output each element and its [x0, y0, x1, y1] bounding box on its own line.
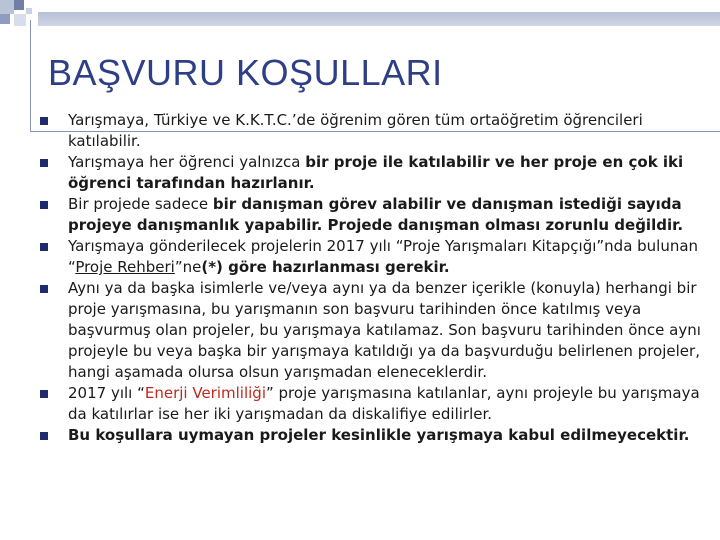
bullet-item — [40, 425, 712, 446]
bullet-text: Yarışmaya, Türkiye ve K.K.T.C.’de öğrenim gören tüm ortaöğretim öğrencileri katılabilir. — [68, 111, 643, 150]
bullet-square-icon — [40, 432, 48, 440]
decor-square — [0, 0, 14, 14]
bullet-text: ” proje yarışmasına katılanlar, aynı projeyle bu yarışmaya da katılırlar ise her iki yarışmadan da diskalifiye edilirler. — [68, 384, 700, 423]
bullet-item — [40, 152, 712, 194]
bullet-text: Aynı ya da başka isimlerle ve/veya aynı ya da benzer içerikle (konuyla) herhangi bir proje yarışmasına, bu yarışmanın son başvuru tarihinden önce katılmış veya başvurmuş olan projeler, bu yarışmaya katılamaz. Son başvuru tarihinden önce aynı projeyle bu veya başka bir yarışmaya katıldığı ya da başvurduğu belirlenen projeler, hangi aşamada olursa olsun yarışmadan eleneceklerdir. — [68, 279, 701, 381]
bullet-list — [40, 110, 712, 446]
bullet-item — [40, 383, 712, 425]
header-bar — [38, 12, 720, 26]
bullet-square-icon — [40, 285, 48, 293]
bullet-square-icon — [40, 117, 48, 125]
decor-square — [0, 14, 10, 24]
decor-square — [14, 14, 26, 26]
bullet-text-bold: (*) göre hazırlanması gerekir. — [201, 258, 450, 276]
bullet-square-icon — [40, 159, 48, 167]
slide-title: BAŞVURU KOŞULLARI — [48, 52, 443, 93]
bullet-text-bold: bir danışman görev alabilir ve danışman istediği sayıda projeye danışmanlık yapabilir. Projede danışman olması zorunlu değildir. — [68, 195, 684, 234]
bullet-text-highlight: Enerji Verimliliği — [144, 384, 266, 402]
corner-decoration — [0, 0, 40, 40]
bullet-square-icon — [40, 243, 48, 251]
bullet-text-bold: Bu koşullara uymayan projeler kesinlikle yarışmaya kabul edilmeyecektir. — [68, 426, 690, 444]
bullet-text: Bir projede sadece — [68, 195, 213, 213]
bullet-text-bold: bir proje ile katılabilir ve her proje en çok iki öğrenci tarafından hazırlanır. — [68, 153, 684, 192]
bullet-square-icon — [40, 390, 48, 398]
bullet-text: ”ne — [174, 258, 202, 276]
proje-rehberi-link[interactable]: Proje Rehberi — [75, 258, 175, 276]
vertical-rule — [30, 20, 31, 132]
bullet-item — [40, 110, 712, 152]
bullet-text: Yarışmaya gönderilecek projelerin 2017 yılı “Proje Yarışmaları Kitapçığı”nda bulunan “ — [68, 237, 699, 276]
bullet-item — [40, 236, 712, 278]
decor-square — [14, 0, 24, 10]
bullet-square-icon — [40, 201, 48, 209]
bullet-item — [40, 278, 712, 383]
bullet-text: 2017 yılı “ — [68, 384, 145, 402]
decor-square — [26, 8, 32, 14]
bullet-item — [40, 194, 712, 236]
bullet-text: Yarışmaya her öğrenci yalnızca — [68, 153, 306, 171]
